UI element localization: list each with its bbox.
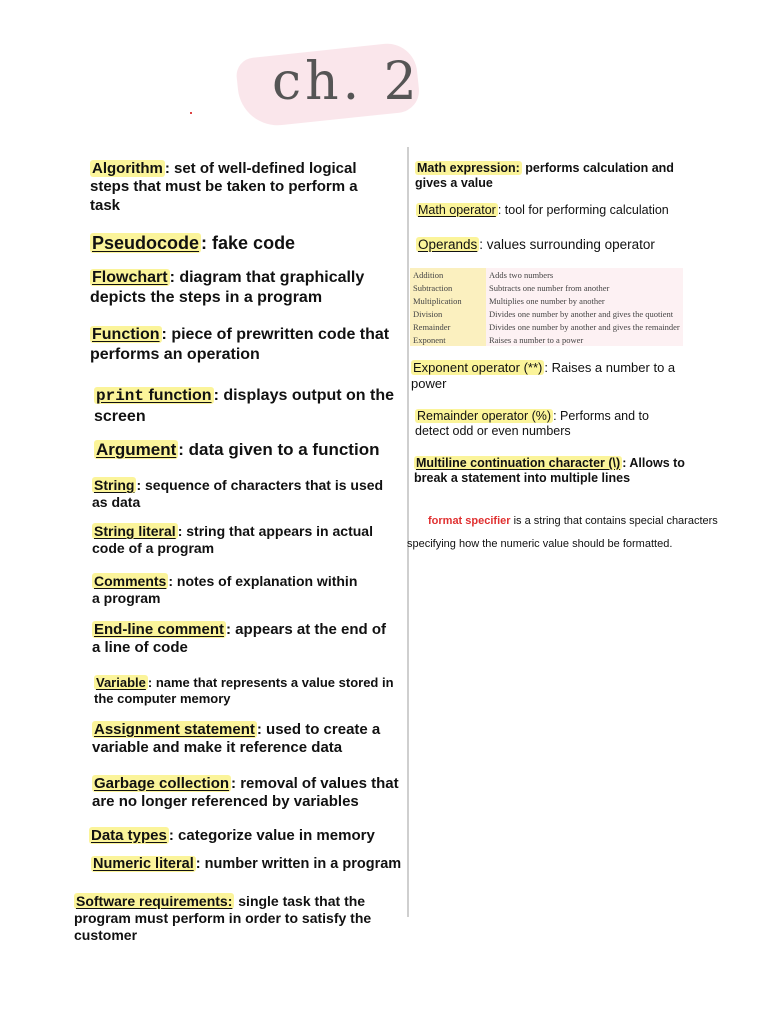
term: Assignment statement bbox=[94, 721, 255, 738]
operator-description: Divides one number by another and gives the quotient bbox=[489, 308, 674, 319]
definition-format-specifier bbox=[428, 515, 748, 528]
definition: data given to a function bbox=[183, 440, 380, 459]
definition-flowchart: Flowchart : diagram that graphically depicts the steps in a program bbox=[90, 269, 365, 306]
term: Pseudocode bbox=[92, 233, 200, 253]
term: Multiline continuation character (\) bbox=[416, 456, 621, 470]
definition-argument: Argument : data given to a function bbox=[96, 440, 380, 459]
term: End-line comment bbox=[94, 621, 225, 638]
definition-pseudocode: Pseudocode : fake code bbox=[92, 233, 296, 253]
operator-name: Remainder bbox=[410, 320, 486, 333]
term: format specifier bbox=[428, 515, 511, 527]
column-divider bbox=[407, 147, 409, 917]
page-title: ch. 2 bbox=[272, 52, 421, 112]
term: Garbage collection bbox=[94, 775, 230, 792]
term: Numeric literal bbox=[93, 856, 194, 872]
operator-name: Subtraction bbox=[410, 281, 486, 294]
definition-garbage-collection: Garbage collection : removal of values that are no longer referenced by variables bbox=[92, 775, 399, 811]
definition-string: String : sequence of characters that is used as data bbox=[92, 477, 384, 511]
definition-variable: Variable : name that represents a value stored in the computer memory bbox=[94, 675, 394, 706]
definition-multiline-continuation bbox=[414, 456, 689, 487]
table-row bbox=[410, 294, 683, 307]
operator-description: Adds two numbers bbox=[489, 269, 554, 280]
definition-algorithm: Algorithm : set of well-defined logical steps that must be taken to perform a task bbox=[90, 160, 358, 214]
definition: sequence of characters that is used as data bbox=[92, 477, 384, 511]
definition: number written in a program bbox=[200, 856, 402, 872]
term: Exponent operator (**) bbox=[413, 360, 543, 375]
definition: fake code bbox=[207, 233, 296, 253]
definition: is a string that contains special characters bbox=[510, 515, 718, 527]
definition-remainder-operator bbox=[415, 409, 675, 440]
definition-string-literal: String literal : string that appears in actual code of a program bbox=[92, 523, 373, 557]
definition: categorize value in memory bbox=[173, 827, 375, 844]
table-row bbox=[410, 320, 683, 333]
operator-name: Division bbox=[410, 307, 486, 320]
definition-exponent-operator bbox=[411, 360, 686, 392]
definition: removal of values that are no longer referenced by variables bbox=[92, 775, 399, 811]
term: Software requirements: bbox=[76, 893, 233, 909]
term: Math operator bbox=[418, 203, 496, 217]
operators-table bbox=[410, 268, 683, 346]
definition: : Performs and to detect odd or even numbers bbox=[415, 409, 649, 439]
definition-format-specifier-cont: specifying how the numeric value should be formatted. bbox=[407, 538, 673, 550]
definition: : values surrounding operator bbox=[479, 237, 655, 252]
definition: displays output on the screen bbox=[94, 387, 394, 425]
definition: : tool for performing calculation bbox=[497, 203, 669, 217]
definition: set of well-defined logical steps that must be taken to perform a task bbox=[90, 160, 358, 214]
definition: name that represents a value stored in the computer memory bbox=[94, 675, 394, 706]
definition: : Allows to break a statement into multiple lines bbox=[414, 456, 685, 486]
definition-math-expression bbox=[415, 161, 685, 192]
definition: notes of explanation within a program bbox=[92, 573, 358, 607]
definition: performs calculation and gives a value bbox=[415, 161, 674, 191]
definition-end-line-comment: End-line comment : appears at the end of a line of code bbox=[92, 621, 387, 657]
operator-description: Divides one number by another and gives the remainder bbox=[489, 321, 680, 332]
definition-print-function: print function : displays output on the screen bbox=[94, 387, 394, 425]
definition-operands bbox=[416, 237, 696, 253]
term: Algorithm bbox=[92, 160, 163, 177]
definition: string that appears in actual code of a program bbox=[92, 523, 373, 557]
operator-name: Multiplication bbox=[410, 294, 486, 307]
definition-software-requirements bbox=[74, 893, 399, 944]
definition: appears at the end of a line of code bbox=[92, 621, 387, 657]
term: Comments bbox=[94, 573, 167, 589]
definition: piece of prewritten code that performs an operation bbox=[90, 326, 390, 363]
term: Remainder operator (%) bbox=[417, 409, 552, 423]
table-row bbox=[410, 307, 683, 320]
definition-numeric-literal: Numeric literal : number written in a program bbox=[93, 856, 402, 872]
definition-assignment-statement: Assignment statement : used to create a variable and make it reference data bbox=[92, 721, 381, 757]
table-row bbox=[410, 268, 683, 281]
term: Data types bbox=[91, 827, 167, 844]
definition-data-types: Data types : categorize value in memory bbox=[91, 827, 375, 844]
term: Argument bbox=[96, 440, 177, 459]
definition: : Raises a number to a power bbox=[411, 360, 676, 391]
operator-description: Subtracts one number from another bbox=[489, 282, 610, 293]
definition: used to create a variable and make it reference data bbox=[92, 721, 381, 757]
term: Variable bbox=[96, 675, 146, 690]
term: Function bbox=[92, 326, 160, 343]
definition: single task that the program must perform in order to satisfy the customer bbox=[74, 893, 372, 944]
definition-math-operator bbox=[416, 203, 696, 218]
term: String bbox=[94, 477, 135, 493]
operator-name: Exponent bbox=[410, 333, 486, 346]
ink-dot bbox=[190, 112, 192, 114]
term: String literal bbox=[94, 523, 176, 539]
definition-function: Function : piece of prewritten code that performs an operation bbox=[90, 326, 390, 363]
operator-description: Multiplies one number by another bbox=[489, 295, 605, 306]
operator-name: Addition bbox=[410, 268, 486, 281]
term: print function bbox=[96, 387, 212, 405]
definition-comments: Comments : notes of explanation within a program bbox=[92, 573, 358, 607]
table-row bbox=[410, 333, 683, 346]
term: Math expression: bbox=[417, 161, 520, 175]
term: Flowchart bbox=[92, 269, 168, 286]
definition: diagram that graphically depicts the steps in a program bbox=[90, 269, 365, 306]
operator-description: Raises a number to a power bbox=[489, 334, 584, 345]
table-row bbox=[410, 281, 683, 294]
term: Operands bbox=[418, 237, 478, 252]
